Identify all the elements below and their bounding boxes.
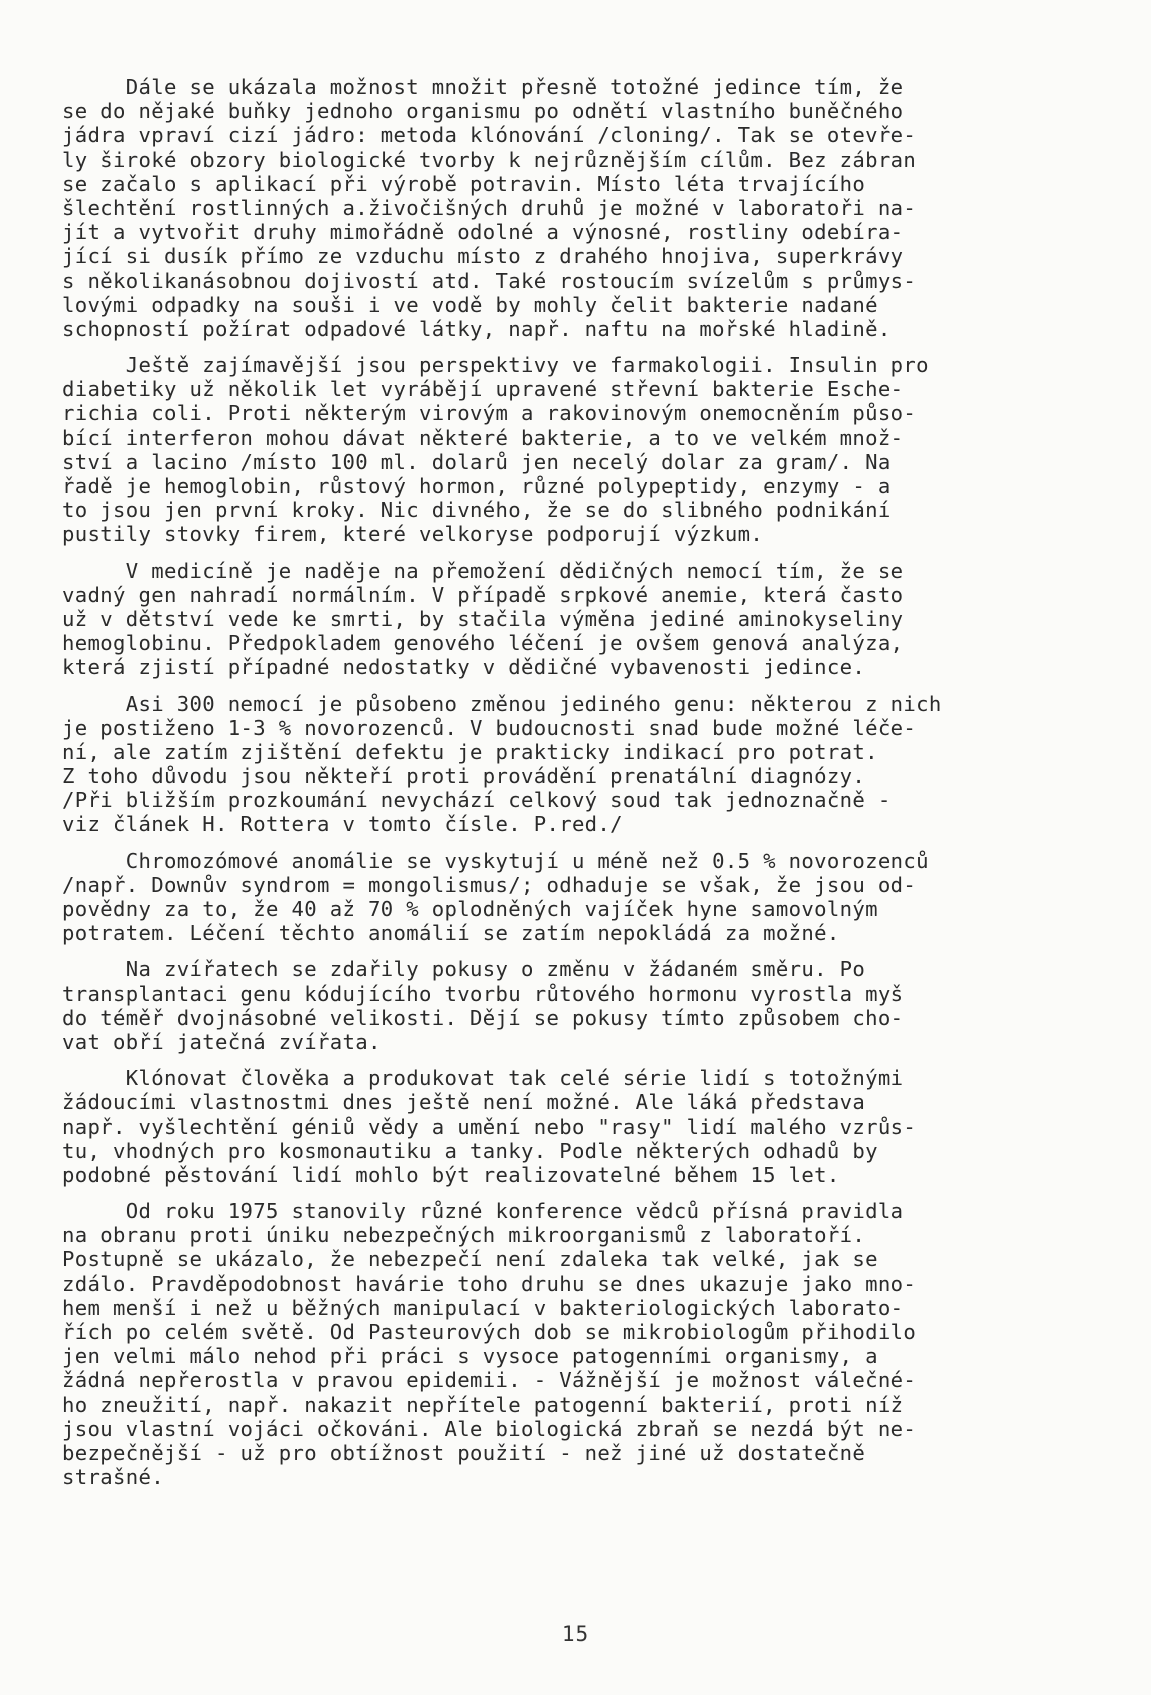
paragraph-medicine bbox=[62, 559, 1092, 680]
text-line: zdálo. Pravděpodobnost havárie toho druhu se dnes ukazuje jako mno- bbox=[62, 1271, 917, 1296]
text-line: Chromozómové anomálie se vyskytují u méně než 0.5 % novorozenců bbox=[62, 848, 929, 873]
text-line: schopností požírat odpadové látky, např. naftu na mořské hladině. bbox=[62, 316, 891, 341]
text-line: bící interferon mohou dávat některé bakterie, a to ve velkém množ- bbox=[62, 425, 904, 450]
text-line: /např. Downův syndrom = mongolismus/; odhaduje se však, že jsou od- bbox=[62, 872, 917, 897]
text-line: řadě je hemoglobin, růstový hormon, různé polypeptidy, enzymy - a bbox=[62, 474, 891, 498]
text-line: pustily stovky firem, které velkoryse podporují výzkum. bbox=[62, 522, 764, 547]
text-line: se do nějaké buňky jednoho organismu po odnětí vlastního buněčného bbox=[62, 99, 904, 124]
paragraph-human-cloning bbox=[62, 1066, 1092, 1187]
text-line: žádoucími vlastnostmi dnes ještě není možné. Ale láká představa bbox=[62, 1090, 866, 1115]
text-line: je postiženo 1-3 % novorozenců. V budoucnosti snad bude možné léče- bbox=[62, 715, 917, 740]
paragraph-gap bbox=[62, 680, 1092, 692]
paragraph-gap bbox=[62, 837, 1092, 849]
text-line: ho zneužití, např. nakazit nepřítele patogenní bakterií, proti níž bbox=[62, 1392, 904, 1417]
text-line: jen velmi málo nehod při práci s vysoce patogenními organismy, a bbox=[62, 1344, 878, 1369]
text-line: se začalo s aplikací při výrobě potravin. Místo léta trvajícího bbox=[62, 171, 866, 196]
paragraph-animals bbox=[62, 957, 1092, 1054]
text-line: hemoglobinu. Předpokladem genového léčení je ovšem genová analýza, bbox=[62, 631, 904, 656]
text-line: hem menší i než u běžných manipulací v bakteriologických laborato- bbox=[62, 1295, 904, 1320]
paragraph-genetic-diseases bbox=[62, 692, 1092, 837]
text-line: jsou vlastní vojáci očkováni. Ale biologická zbraň se nezdá být ne- bbox=[62, 1416, 917, 1441]
text-line: ní, ale zatím zjištění defektu je prakticky indikací pro potrat. bbox=[62, 739, 878, 764]
text-line: V medicíně je naděje na přemožení dědičných nemocí tím, že se bbox=[62, 558, 904, 583]
text-line: Na zvířatech se zdařily pokusy o změnu v žádaném směru. Po bbox=[62, 957, 866, 982]
text-line: šlechtění rostlinných a.živočišných druhů je možné v laboratoři na- bbox=[62, 195, 917, 220]
text-line: jít a vytvořit druhy mimořádně odolné a výnosné, rostliny odebíra- bbox=[62, 220, 904, 245]
paragraph-gap bbox=[62, 945, 1092, 957]
text-line: např. vyšlechtění géniů vědy a umění nebo "rasy" lidí malého vzrůs- bbox=[62, 1114, 917, 1139]
text-line: Klónovat člověka a produkovat tak celé série lidí s totožnými bbox=[62, 1066, 904, 1091]
text-line: povědny za to, že 40 až 70 % oplodněných vajíček hyne samovolným bbox=[62, 897, 878, 921]
text-line: strašné. bbox=[62, 1465, 164, 1490]
text-line: tu, vhodných pro kosmonautiku a tanky. Podle některých odhadů by bbox=[62, 1138, 878, 1163]
typewritten-page bbox=[62, 75, 1092, 1489]
text-line: viz článek H. Rottera v tomto čísle. P.red./ bbox=[62, 812, 623, 837]
text-line: s několikanásobnou dojivostí atd. Také rostoucím svízelům s průmys- bbox=[62, 268, 917, 293]
text-line: lovými odpadky na souši i ve vodě by mohly čelit bakterie nadané bbox=[62, 292, 878, 317]
text-line: potratem. Léčení těchto anomálií se zatím nepokládá za možné. bbox=[62, 921, 840, 946]
text-line: ství a lacino /místo 100 ml. dolarů jen necelý dolar za gram/. Na bbox=[62, 449, 891, 474]
paragraph-gap bbox=[62, 341, 1092, 353]
text-line: řích po celém světě. Od Pasteurových dob se mikrobiologům přihodilo bbox=[62, 1320, 917, 1344]
text-line: bezpečnější - už pro obtížnost použití - než jiné už dostatečně bbox=[62, 1440, 866, 1465]
text-line: Postupně se ukázalo, že nebezpečí není zdaleka tak velké, jak se bbox=[62, 1247, 878, 1272]
text-line: /Při bližším prozkoumání nevychází celkový soud tak jednoznačně - bbox=[62, 788, 891, 813]
text-line: ly široké obzory biologické tvorby k nejrůznějším cílům. Bez zábran bbox=[62, 147, 917, 172]
text-line: do téměř dvojnásobné velikosti. Dějí se pokusy tímto způsobem cho- bbox=[62, 1005, 904, 1030]
text-line: jádra vpraví cizí jádro: metoda klónování /cloning/. Tak se otevře- bbox=[62, 123, 917, 148]
text-line: Dále se ukázala možnost množit přesně totožné jedince tím, že bbox=[62, 75, 904, 99]
paragraph-chromosomal-anomalies bbox=[62, 849, 1092, 946]
text-line: už v dětství vede ke smrti, by stačila výměna jediné aminokyseliny bbox=[62, 606, 904, 631]
paragraph-pharmacology bbox=[62, 353, 1092, 547]
text-line: Asi 300 nemocí je působeno změnou jediného genu: některou z nich bbox=[62, 691, 942, 716]
paragraph-gap bbox=[62, 1187, 1092, 1199]
paragraph-gap bbox=[62, 547, 1092, 559]
text-line: transplantaci genu kódujícího tvorbu růtového hormonu vyrostla myš bbox=[62, 981, 904, 1006]
text-line: na obranu proti úniku nebezpečných mikroorganismů z laboratoří. bbox=[62, 1223, 866, 1248]
text-line: která zjistí případné nedostatky v dědičné vybavenosti jedince. bbox=[62, 655, 866, 680]
text-line: podobné pěstování lidí mohlo být realizovatelné během 15 let. bbox=[62, 1162, 840, 1187]
text-line: Ještě zajímavější jsou perspektivy ve farmakologii. Insulin pro bbox=[62, 353, 929, 378]
paragraph-gap bbox=[62, 1054, 1092, 1066]
text-line: richia coli. Proti některým virovým a rakovinovým onemocněním půso- bbox=[62, 401, 917, 426]
paragraph-safety-rules bbox=[62, 1199, 1092, 1489]
paragraph-cloning bbox=[62, 75, 1092, 341]
text-line: jící si dusík přímo ze vzduchu místo z drahého hnojiva, superkrávy bbox=[62, 244, 904, 269]
text-line: vat obří jatečná zvířata. bbox=[62, 1029, 381, 1054]
text-line: vadný gen nahradí normálním. V případě srpkové anemie, která často bbox=[62, 582, 904, 607]
text-line: diabetiky už několik let vyrábějí upravené střevní bakterie Esche- bbox=[62, 377, 904, 402]
page-number: 15 bbox=[561, 1622, 590, 1646]
text-line: Z toho důvodu jsou někteří proti provádění prenatální diagnózy. bbox=[62, 764, 866, 789]
text-line: žádná nepřerostla v pravou epidemii. - Vážnější je možnost válečné- bbox=[62, 1368, 917, 1393]
text-line: Od roku 1975 stanovily různé konference vědců přísná pravidla bbox=[62, 1199, 904, 1224]
text-line: to jsou jen první kroky. Nic divného, že se do slibného podnikání bbox=[62, 498, 891, 523]
